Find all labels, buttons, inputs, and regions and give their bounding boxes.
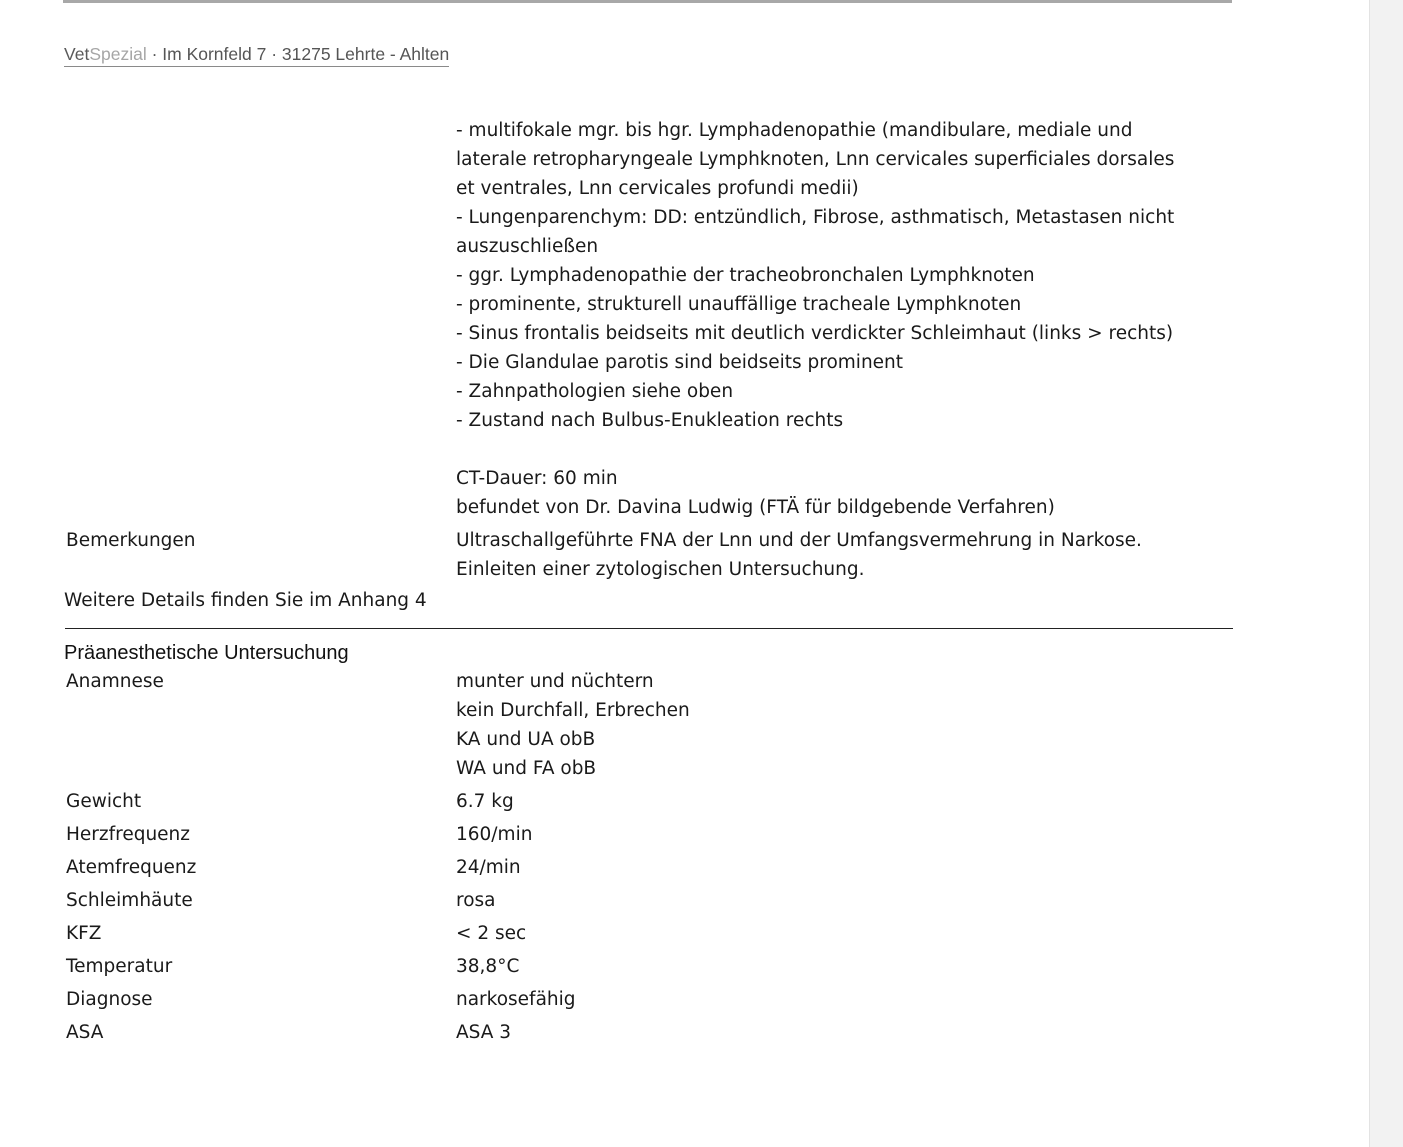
exam-value: ASA 3 xyxy=(456,1022,512,1043)
section-title: Präanesthetische Untersuchung xyxy=(64,642,349,664)
finding-line: - prominente, strukturell unauffällige tracheale Lymphknoten xyxy=(456,294,1022,315)
exam-row-asa xyxy=(64,1018,1233,1047)
exam-label: Diagnose xyxy=(66,989,153,1010)
remark-line: Einleiten einer zytologischen Untersuchung. xyxy=(456,559,865,580)
exam-value: 24/min xyxy=(456,857,521,878)
letterhead-address: · Im Kornfeld 7 · 31275 Lehrte - Ahlten xyxy=(146,44,450,64)
exam-row-heart-rate xyxy=(64,820,1233,849)
top-rule xyxy=(63,0,1232,3)
anamnese-row xyxy=(64,667,1233,783)
exam-label: ASA xyxy=(66,1022,104,1043)
exam-label: Gewicht xyxy=(66,791,142,812)
remark-line: Ultraschallgeführte FNA der Lnn und der Umfangsvermehrung in Narkose. xyxy=(456,530,1142,551)
exam-value: < 2 sec xyxy=(456,923,527,944)
brand-spezial: Spezial xyxy=(89,44,147,64)
preanesthetic-exam xyxy=(64,667,1233,1047)
report-content xyxy=(64,116,1233,1047)
finding-line: laterale retropharyngeale Lymphknoten, Lnn cervicales superficiales dorsales xyxy=(456,149,1175,170)
exam-row-crt xyxy=(64,919,1233,948)
finding-line: - Zustand nach Bulbus-Enukleation rechts xyxy=(456,410,844,431)
exam-value: 38,8°C xyxy=(456,956,520,977)
exam-row-mucous-membranes xyxy=(64,886,1233,915)
exam-row-temperature xyxy=(64,952,1233,981)
exam-row-respiratory-rate xyxy=(64,853,1233,882)
attachment-note: Weitere Details finden Sie im Anhang 4 xyxy=(64,590,427,611)
brand-vet: Vet xyxy=(64,44,90,64)
reported-by: befundet von Dr. Davina Ludwig (FTÄ für bildgebende Verfahren) xyxy=(456,497,1055,518)
section-divider xyxy=(65,628,1233,629)
anamnese-line: KA und UA obB xyxy=(456,729,596,750)
anamnese-line: munter und nüchtern xyxy=(456,671,654,692)
finding-line: - Sinus frontalis beidseits mit deutlich verdickter Schleimhaut (links > rechts) xyxy=(456,323,1174,344)
exam-label: Herzfrequenz xyxy=(66,824,190,845)
remarks-label: Bemerkungen xyxy=(66,530,196,551)
remarks-row xyxy=(64,526,1233,584)
anamnese-line: kein Durchfall, Erbrechen xyxy=(456,700,690,721)
finding-line: et ventrales, Lnn cervicales profundi medii) xyxy=(456,178,859,199)
letterhead xyxy=(64,44,449,67)
finding-line: auszuschließen xyxy=(456,236,599,257)
finding-line: - Zahnpathologien siehe oben xyxy=(456,381,734,402)
exam-row-weight xyxy=(64,787,1233,816)
finding-line: - Lungenparenchym: DD: entzündlich, Fibrose, asthmatisch, Metastasen nicht xyxy=(456,207,1175,228)
finding-line: - multifokale mgr. bis hgr. Lymphadenopathie (mandibulare, mediale und xyxy=(456,120,1133,141)
scrollbar-track[interactable] xyxy=(1369,0,1403,1147)
exam-label: Temperatur xyxy=(66,956,173,977)
exam-value: 6.7 kg xyxy=(456,791,514,812)
exam-label: Schleimhäute xyxy=(66,890,193,911)
finding-line: - ggr. Lymphadenopathie der tracheobronchalen Lymphknoten xyxy=(456,265,1035,286)
finding-line: - Die Glandulae parotis sind beidseits prominent xyxy=(456,352,904,373)
anamnese-line: WA und FA obB xyxy=(456,758,597,779)
exam-value: rosa xyxy=(456,890,496,911)
exam-label: Atemfrequenz xyxy=(66,857,197,878)
exam-label: KFZ xyxy=(66,923,102,944)
anamnese-value xyxy=(456,667,1233,783)
findings-row xyxy=(64,116,1233,522)
remarks-value xyxy=(456,526,1233,584)
findings-label xyxy=(64,116,456,522)
exam-value: 160/min xyxy=(456,824,533,845)
findings-value xyxy=(456,116,1233,522)
ct-duration: CT-Dauer: 60 min xyxy=(456,468,618,489)
exam-row-diagnosis xyxy=(64,985,1233,1014)
blank-line xyxy=(456,435,1233,464)
exam-value: narkosefähig xyxy=(456,989,576,1010)
anamnese-label: Anamnese xyxy=(66,671,164,692)
